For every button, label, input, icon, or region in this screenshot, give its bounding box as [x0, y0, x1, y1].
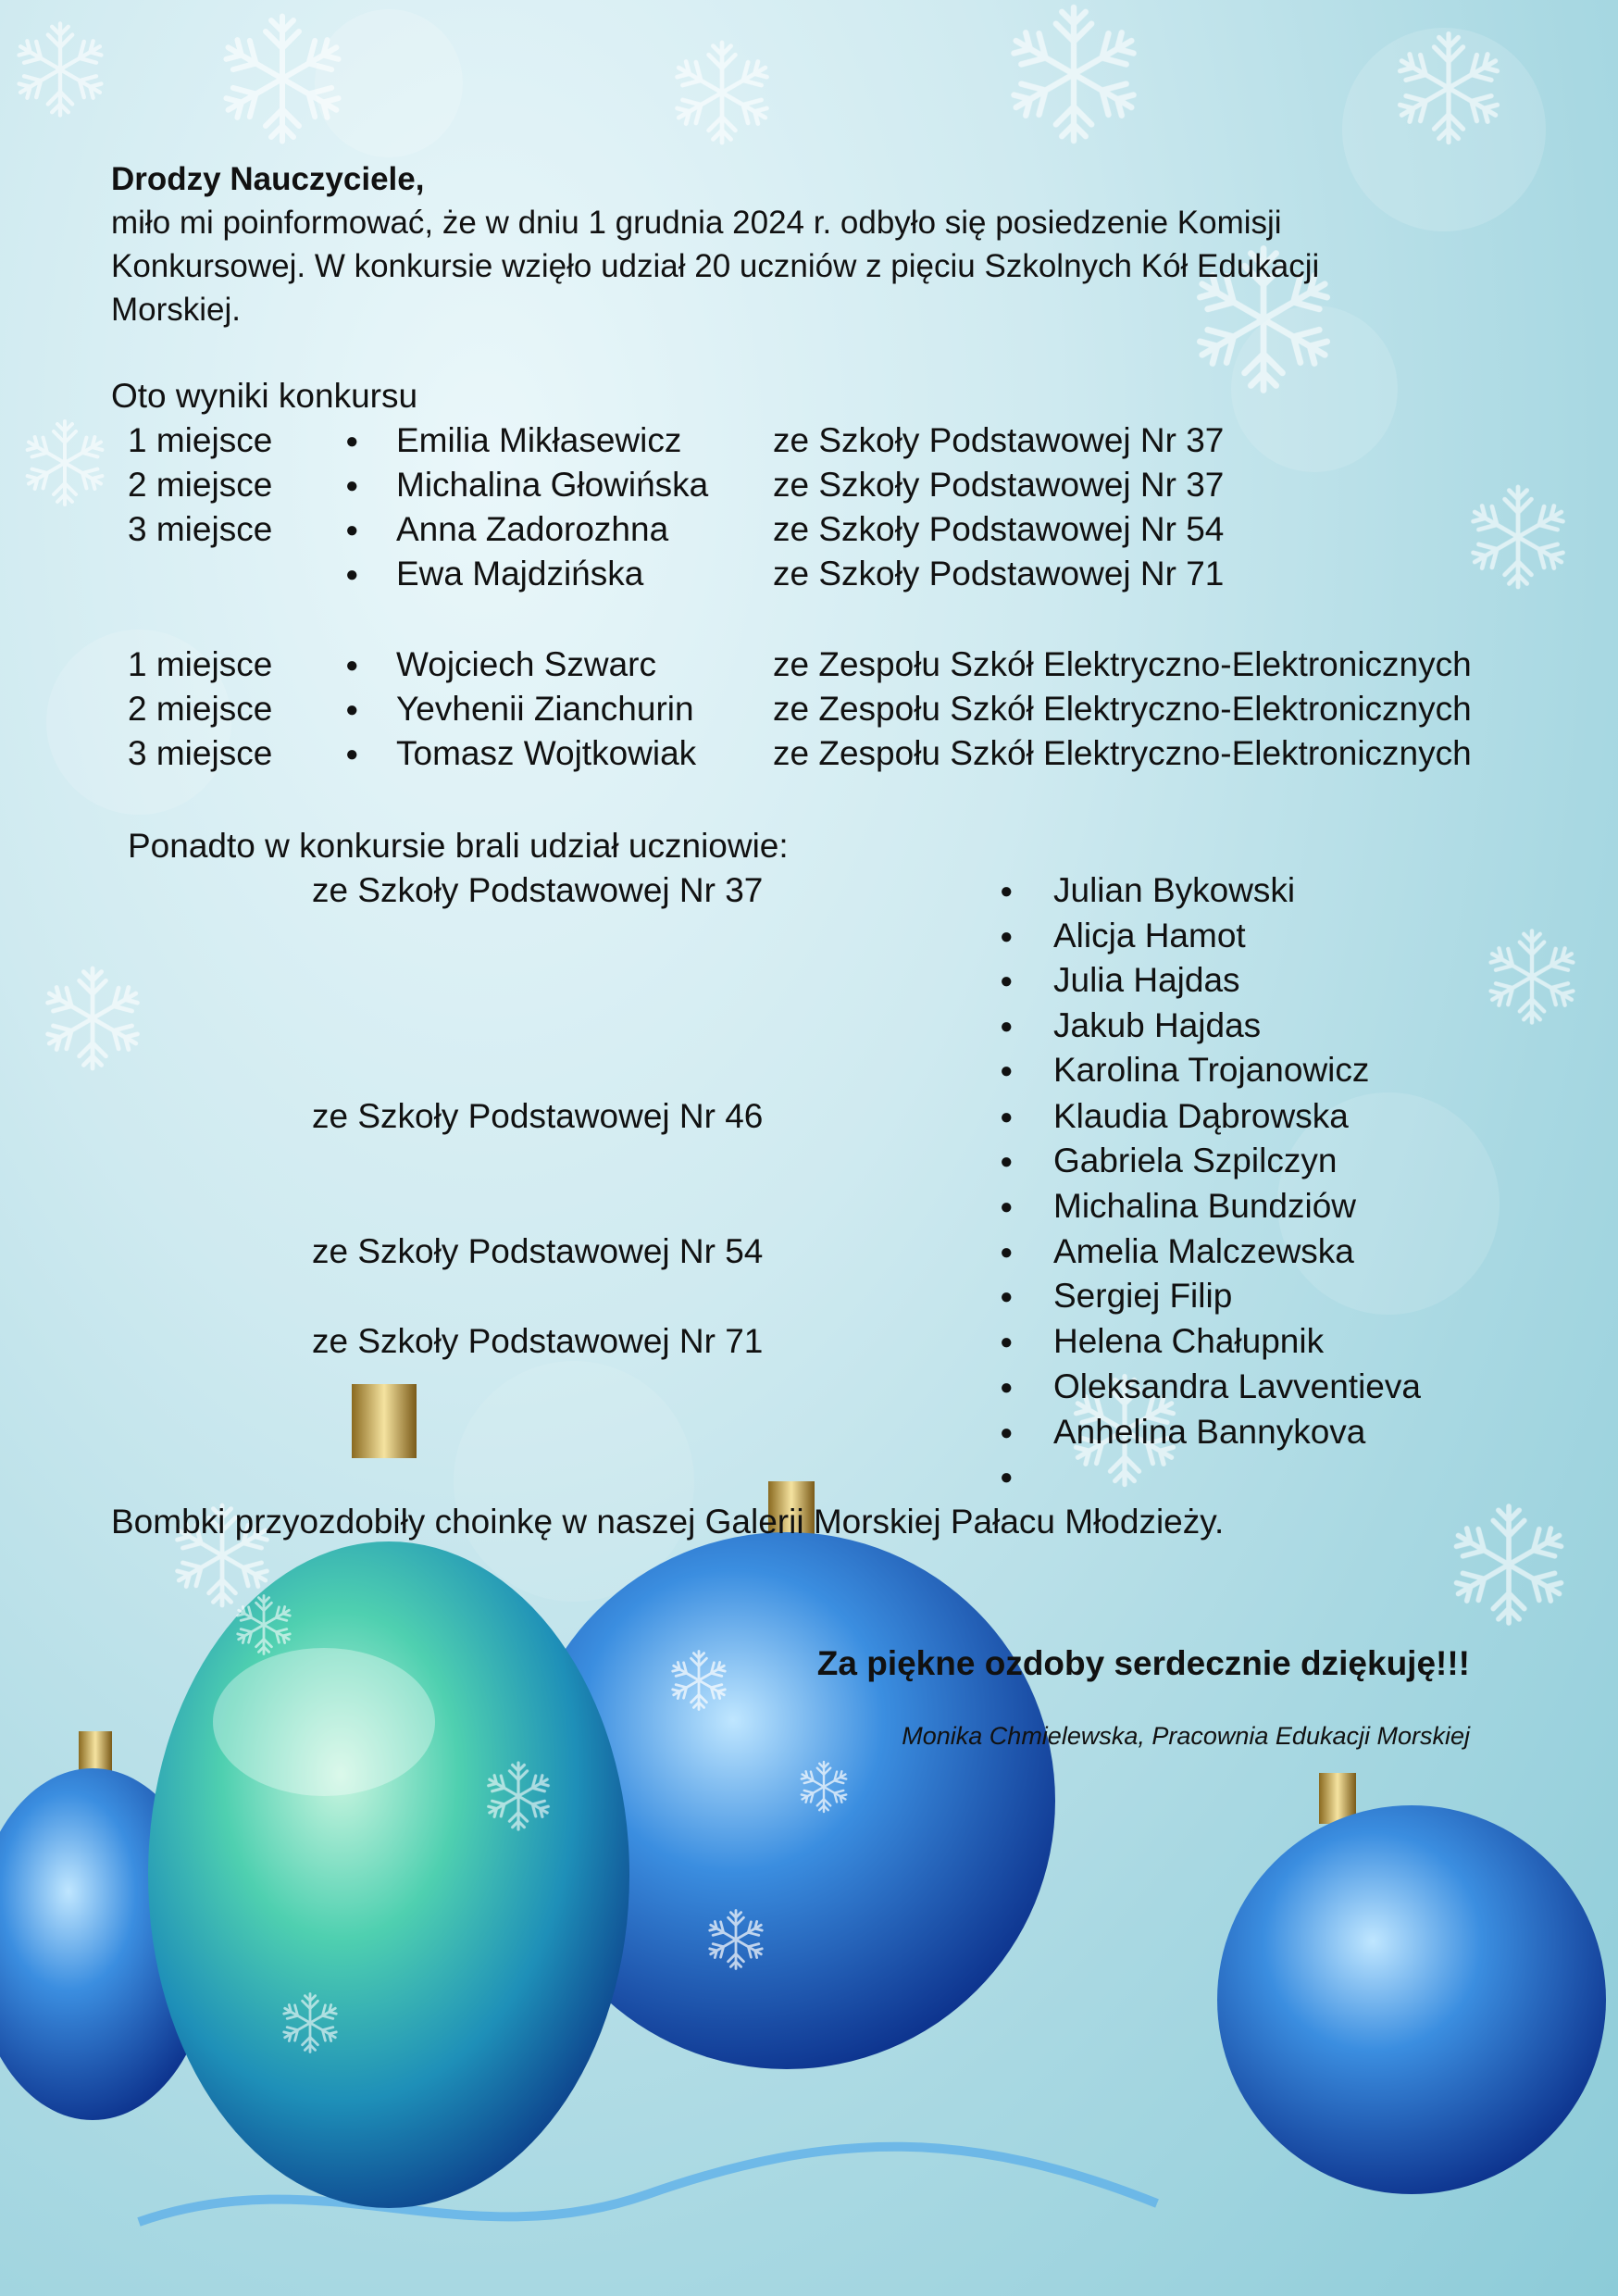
bullet-icon: ● — [1000, 879, 1014, 904]
winner-name: Ewa Majdzińska — [396, 555, 644, 593]
participants-heading: Ponadto w konkursie brali udział uczniowie: — [128, 827, 789, 865]
signature: Monika Chmielewska, Pracownia Edukacji Morskiej — [902, 1722, 1470, 1750]
winner-name: Wojciech Szwarc — [396, 645, 657, 683]
winner-name: Yevhenii Zianchurin — [396, 690, 694, 728]
bullet-icon: ● — [345, 562, 359, 587]
place-label: 2 miejsce — [128, 466, 273, 504]
participant-school: ze Szkoły Podstawowej Nr 54 — [312, 1232, 764, 1270]
bullet-icon: ● — [1000, 1465, 1014, 1490]
place-label: 1 miejsce — [128, 645, 273, 683]
bullet-icon: ● — [1000, 1058, 1014, 1083]
participant-name: Anhelina Bannykova — [1053, 1413, 1366, 1451]
participant-name: Karolina Trojanowicz — [1053, 1051, 1370, 1089]
bullet-icon: ● — [1000, 1240, 1014, 1265]
winner-name: Michalina Głowińska — [396, 466, 709, 504]
participant-name: Helena Chałupnik — [1053, 1322, 1325, 1360]
closing-line: Bombki przyozdobiły choinkę w naszej Galerii Morskiej Pałacu Młodzieży. — [111, 1503, 1225, 1541]
intro-line: miło mi poinformować, że w dniu 1 grudnia 2024 r. odbyło się posiedzenie Komisji — [111, 205, 1282, 241]
bullet-icon: ● — [1000, 1329, 1014, 1354]
winner-name: Anna Zadorozhna — [396, 510, 669, 548]
bullet-icon: ● — [1000, 1420, 1014, 1445]
bullet-icon: ● — [1000, 924, 1014, 949]
thanks-line: Za piękne ozdoby serdecznie dziękuję!!! — [816, 1644, 1470, 1682]
participant-name: Julian Bykowski — [1053, 871, 1296, 909]
bullet-icon: ● — [1000, 1014, 1014, 1039]
participant-name: Oleksandra Lavventieva — [1053, 1367, 1421, 1405]
participant-name: Alicja Hamot — [1053, 917, 1246, 955]
bullet-icon: ● — [1000, 1194, 1014, 1219]
participant-school: ze Szkoły Podstawowej Nr 46 — [312, 1097, 764, 1135]
intro-line: Morskiej. — [111, 292, 242, 328]
bullet-icon: ● — [1000, 1104, 1014, 1129]
winner-school: ze Zespołu Szkół Elektryczno-Elektronicznych — [773, 690, 1472, 728]
place-label: 1 miejsce — [128, 421, 273, 459]
participant-school: ze Szkoły Podstawowej Nr 71 — [312, 1322, 764, 1360]
bullet-icon: ● — [345, 473, 359, 498]
participant-name: Sergiej Filip — [1053, 1277, 1233, 1315]
greeting: Drodzy Nauczyciele, — [111, 161, 425, 197]
results-heading: Oto wyniki konkursu — [111, 377, 418, 415]
bullet-icon: ● — [1000, 1284, 1014, 1309]
participant-school: ze Szkoły Podstawowej Nr 37 — [312, 871, 764, 909]
winner-name: Tomasz Wojtkowiak — [396, 734, 697, 772]
winner-school: ze Szkoły Podstawowej Nr 54 — [773, 510, 1225, 548]
bullet-icon: ● — [1000, 968, 1014, 993]
winner-school: ze Szkoły Podstawowej Nr 37 — [773, 421, 1225, 459]
bullet-icon: ● — [345, 742, 359, 767]
participant-name: Klaudia Dąbrowska — [1053, 1097, 1349, 1135]
participant-name: Julia Hajdas — [1053, 961, 1240, 999]
bullet-icon: ● — [345, 429, 359, 454]
participant-name: Gabriela Szpilczyn — [1053, 1142, 1338, 1179]
bullet-icon: ● — [345, 697, 359, 722]
participant-name: Jakub Hajdas — [1053, 1006, 1262, 1044]
bullet-icon: ● — [345, 518, 359, 543]
winner-school: ze Zespołu Szkół Elektryczno-Elektronicznych — [773, 645, 1472, 683]
participant-name: Michalina Bundziów — [1053, 1187, 1357, 1225]
bullet-icon: ● — [1000, 1149, 1014, 1174]
bullet-icon: ● — [345, 653, 359, 678]
winner-school: ze Zespołu Szkół Elektryczno-Elektronicznych — [773, 734, 1472, 772]
winner-school: ze Szkoły Podstawowej Nr 71 — [773, 555, 1225, 593]
place-label: 3 miejsce — [128, 510, 273, 548]
place-label: 3 miejsce — [128, 734, 273, 772]
intro-line: Konkursowej. W konkursie wzięło udział 20 uczniów z pięciu Szkolnych Kół Edukacji — [111, 248, 1320, 284]
winner-name: Emilia Mikłasewicz — [396, 421, 682, 459]
place-label: 2 miejsce — [128, 690, 273, 728]
participant-name: Amelia Malczewska — [1053, 1232, 1354, 1270]
winner-school: ze Szkoły Podstawowej Nr 37 — [773, 466, 1225, 504]
bullet-icon: ● — [1000, 1375, 1014, 1400]
